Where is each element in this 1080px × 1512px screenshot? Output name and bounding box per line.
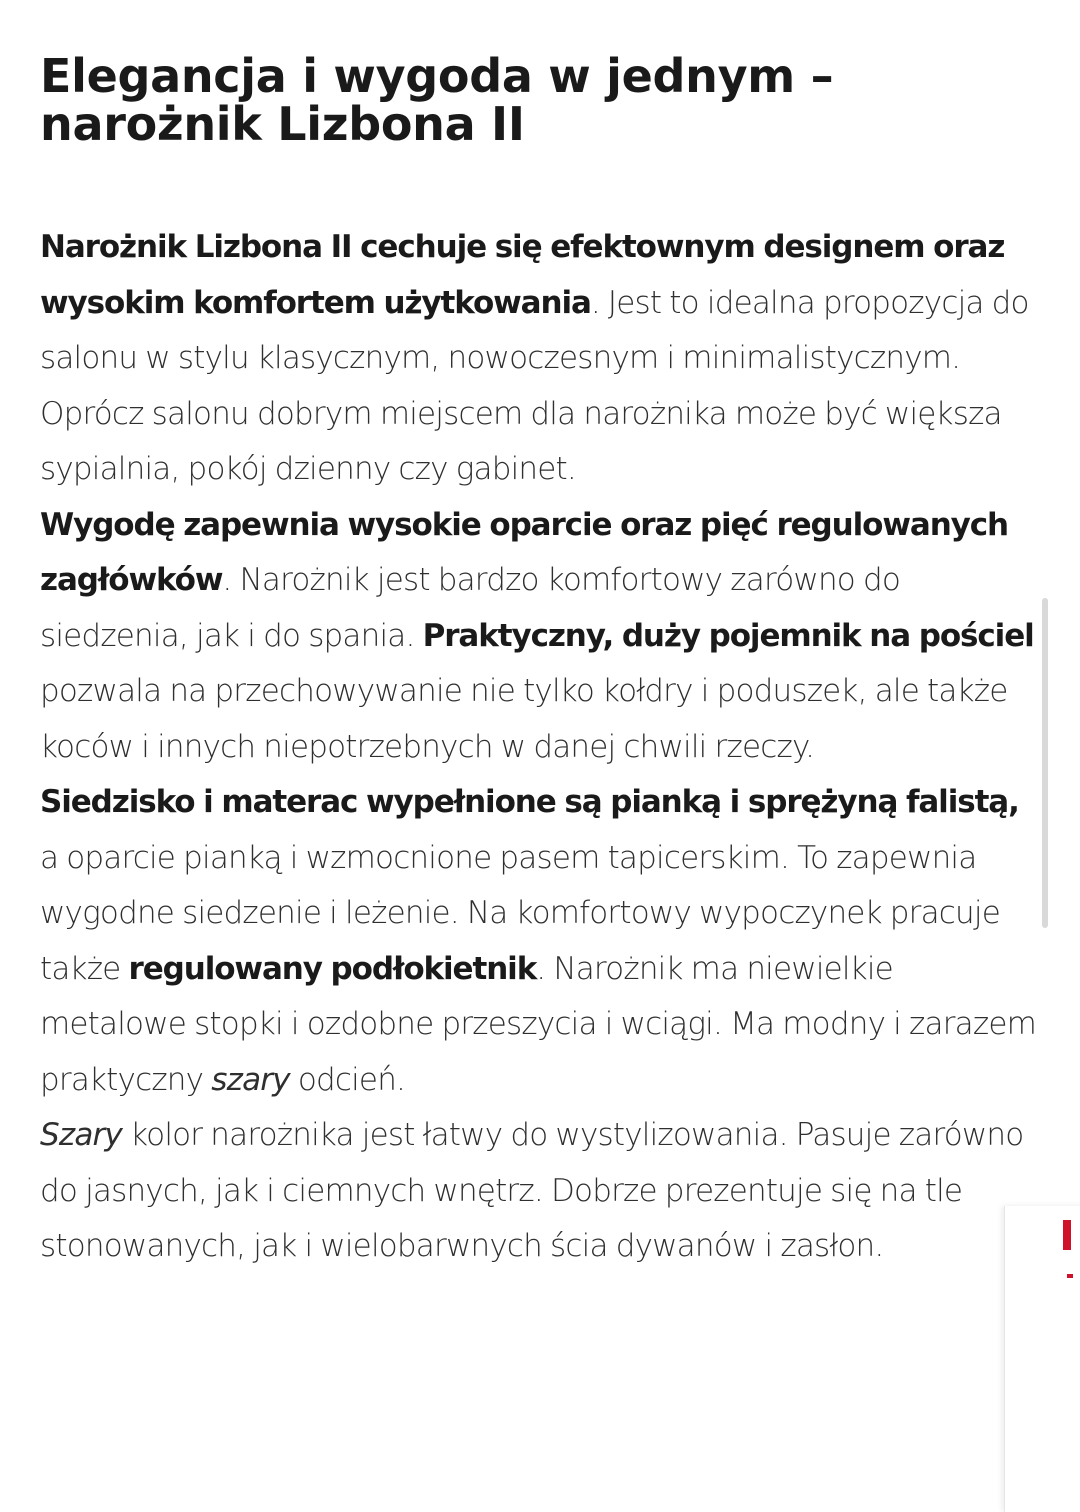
article [40, 49, 1045, 1275]
paragraph-4-italic: Szary [40, 1117, 123, 1153]
paragraph-2-text-1: . Narożnik jest bardzo komfortowy zarówno do siedzenia, jak i do spania. [40, 562, 901, 654]
dash-icon [1067, 1274, 1073, 1278]
article-body [40, 220, 1045, 1275]
paragraph-3 [40, 775, 1045, 1108]
paragraph-3-bold-2: regulowany podłokietnik [128, 950, 537, 987]
paragraph-3-text-1: a oparcie pianką i wzmocnione pasem tapicerskim. To zapewnia wygodne siedzenie i leżenie. Na komfortowy wypoczynek pracuje także [40, 839, 1000, 987]
paragraph-2 [40, 498, 1045, 776]
paragraph-3-italic: szary [211, 1061, 290, 1098]
title-line-2: narożnik Lizbona II [40, 97, 525, 151]
paragraph-3-text-3: odcień. [289, 1061, 406, 1098]
paragraph-2-bold-2: Praktyczny, duży pojemnik na pościel [422, 617, 1034, 654]
page-title [40, 49, 1045, 151]
paragraph-4 [40, 1108, 1045, 1275]
paragraph-3-bold-1: Siedzisko i materac wypełnione są pianką i sprężyną falistą, [40, 784, 1019, 820]
paragraph-4-text: kolor narożnika jest łatwy do wystylizowania. Pasuje zarówno do jasnych, jak i ciemnych wnętrz. Dobrze prezentuje się na tle stonowanych, jak i wielobarwnych ścia dywanów i zasłon. [40, 1117, 1024, 1264]
paragraph-2-bold-1: Wygodę zapewnia wysokie oparcie oraz pięć regulowanych zagłówków [40, 506, 1009, 598]
scrollbar-thumb[interactable] [1042, 598, 1048, 928]
paragraph-1-bold: Narożnik Lizbona II cechuje się efektownym designem oraz wysokim komfortem użytkowania [40, 229, 1005, 321]
paragraph-1-text: . Jest to idealna propozycja do salonu w stylu klasycznym, nowoczesnym i minimalistycznym. Oprócz salonu dobrym miejscem dla narożnika może być większa sypialnia, pokój dzienny czy gabinet. [40, 284, 1029, 487]
paragraph-3-text-2: . Narożnik ma niewielkie metalowe stopki i ozdobne przeszycia i wciągi. Ma modny i zarazem praktyczny [40, 950, 1036, 1098]
floating-side-widget[interactable] [1004, 1206, 1080, 1512]
paragraph-2-text-2: pozwala na przechowywanie nie tylko kołdry i poduszek, ale także koców i innych niepotrzebnych w danej chwili rzeczy. [40, 673, 1008, 765]
paragraph-1 [40, 220, 1045, 498]
brand-mark-icon [1063, 1220, 1071, 1250]
title-line-1: Elegancja i wygoda w jednym – [40, 49, 834, 103]
